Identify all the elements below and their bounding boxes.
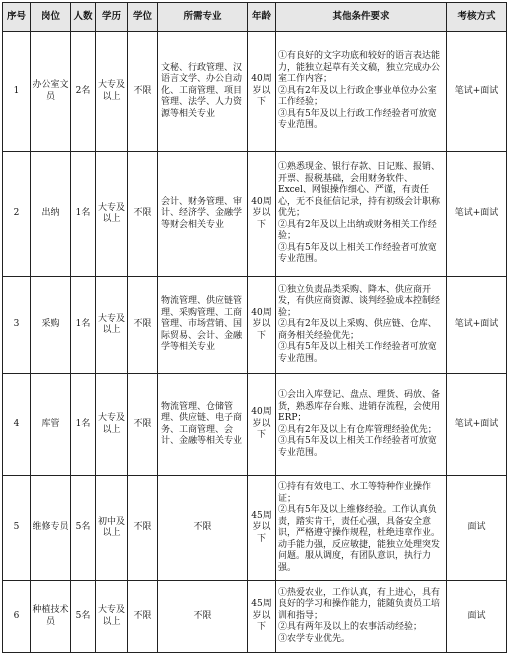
cell-post: 办公室文员: [31, 32, 71, 152]
table-row: [3, 581, 507, 653]
cell-post: 维修专员: [31, 476, 71, 581]
cell-age: 40周岁以下: [248, 277, 276, 374]
cell-exam: 面试: [447, 581, 507, 653]
requirement-line: ③具有5年及以上行政工作经验者可放宽专业范围。: [278, 108, 437, 131]
cell-no: 6: [3, 581, 31, 653]
cell-count: 2名: [71, 32, 96, 152]
cell-post: 种植技术员: [31, 581, 71, 653]
table-row: [3, 277, 507, 374]
requirement-line: ③具有5年及以上相关工作经验者可放宽专业范围。: [278, 436, 437, 458]
cell-major: 不限: [158, 581, 248, 653]
cell-major: 物流管理、供应链管理、采购管理、工商管理、市场营销、国际贸易、会计、金融学等相关专业: [158, 277, 248, 374]
cell-post: 库管: [31, 374, 71, 476]
requirement-line: ③具有5年及以上相关工作经验者可放宽专业范围。: [278, 242, 437, 265]
cell-age: 40周岁以下: [248, 374, 276, 476]
requirement-line: ③具有5年及以上相关工作经验者可放宽专业范围。: [278, 342, 437, 364]
requirement-line: ①独立负责品类采购、降本、供应商开发，有供应商资源、谈判经验成本控制经验；: [278, 284, 441, 318]
requirement-line: ①熟悉现金、银行存款、日记账、报销、开票、报税基础，会用财务软件、Excel、网银操作细心、严谨，有责任心，无不良征信记录，持有初级会计职称优先；: [278, 162, 441, 219]
cell-count: 5名: [71, 581, 96, 653]
cell-exam: 笔试+面试: [447, 374, 507, 476]
header-count: 人数: [71, 3, 96, 32]
header-post: 岗位: [31, 3, 71, 32]
header-row: [3, 3, 507, 32]
cell-degree: 不限: [128, 32, 158, 152]
cell-count: 1名: [71, 152, 96, 277]
table-body: [3, 32, 507, 653]
table-row: [3, 476, 507, 581]
cell-education: 大专及以上: [96, 374, 128, 476]
cell-requirements: [276, 152, 447, 277]
cell-age: 40周岁以下: [248, 32, 276, 152]
header-degree: 学位: [128, 3, 158, 32]
recruitment-table: [2, 2, 507, 653]
requirement-line: ①会出入库登记、盘点、理货、码放、备货，熟悉库存台账、进销存流程，会使用ERP；: [278, 390, 441, 423]
requirement-line: ②具有2年及以上行政企事业单位办公室工作经验；: [278, 85, 437, 108]
requirement-line: ②具有两年及以上的农事活动经验；: [278, 622, 423, 633]
cell-education: 大专及以上: [96, 152, 128, 277]
cell-exam: 笔试+面试: [447, 32, 507, 152]
cell-degree: 不限: [128, 476, 158, 581]
requirement-line: ③农学专业优先。: [278, 633, 351, 644]
cell-exam: 笔试+面试: [447, 277, 507, 374]
header-exam: 考核方式: [447, 3, 507, 32]
cell-major: 文秘、行政管理、汉语言文学、办公自动化、工商管理、项目管理、法学、人力资源等相关专业: [158, 32, 248, 152]
header-requirements: 其他条件要求: [276, 3, 447, 32]
cell-age: 45周岁以下: [248, 581, 276, 653]
cell-degree: 不限: [128, 277, 158, 374]
cell-education: 大专及以上: [96, 581, 128, 653]
requirement-line: ②具有2年及以上采购、供应链、仓库、商务相关经验优先；: [278, 319, 437, 341]
table-row: [3, 32, 507, 152]
cell-no: 2: [3, 152, 31, 277]
header-education: 学历: [96, 3, 128, 32]
cell-exam: 面试: [447, 476, 507, 581]
cell-age: 40周岁以下: [248, 152, 276, 277]
requirement-line: ①有良好的文字功底和较好的语言表达能力，能独立起草有关文稿，独立完成办公室工作内容；: [278, 51, 441, 85]
cell-education: 大专及以上: [96, 277, 128, 374]
requirement-line: ①热爱农业，工作认真，有上进心，具有良好的学习和操作能力，能随负责员工培训和指导；: [278, 587, 441, 621]
cell-no: 5: [3, 476, 31, 581]
header-age: 年龄: [248, 3, 276, 32]
cell-degree: 不限: [128, 374, 158, 476]
cell-major: 物流管理、仓储管理、供应链、电子商务、工商管理、会计、金融等相关专业: [158, 374, 248, 476]
requirement-line: ①持有有效电工、水工等特种作业操作证；: [278, 482, 432, 504]
cell-no: 3: [3, 277, 31, 374]
requirement-line: ②具有2年及以上出纳或财务相关工作经验；: [278, 219, 437, 242]
cell-education: 初中及以上: [96, 476, 128, 581]
cell-age: 45周岁以下: [248, 476, 276, 581]
cell-education: 大专及以上: [96, 32, 128, 152]
cell-no: 1: [3, 32, 31, 152]
requirement-line: ②具有5年及以上维修经验。工作认真负责，踏实肯干，责任心强，具备安全意识，严格遵守操作规程，杜绝违章作业。动手能力强，反应敏捷，能独立处理突发问题。服从调度，有团队意识，执行力强。: [278, 505, 441, 573]
cell-major: 会计、财务管理、审计、经济学、金融学等财会相关专业: [158, 152, 248, 277]
cell-count: 5名: [71, 476, 96, 581]
cell-requirements: [276, 32, 447, 152]
cell-post: 出纳: [31, 152, 71, 277]
table-row: [3, 152, 507, 277]
header-major: 所需专业: [158, 3, 248, 32]
cell-requirements: [276, 476, 447, 581]
cell-requirements: [276, 374, 447, 476]
cell-no: 4: [3, 374, 31, 476]
cell-exam: 笔试+面试: [447, 152, 507, 277]
cell-requirements: [276, 277, 447, 374]
cell-major: 不限: [158, 476, 248, 581]
cell-degree: 不限: [128, 581, 158, 653]
header-no: 序号: [3, 3, 31, 32]
requirement-line: ②具有2年及以上有仓库管理经验优先；: [278, 424, 437, 435]
cell-count: 1名: [71, 277, 96, 374]
cell-degree: 不限: [128, 152, 158, 277]
cell-count: 1名: [71, 374, 96, 476]
table-row: [3, 374, 507, 476]
cell-requirements: [276, 581, 447, 653]
cell-post: 采购: [31, 277, 71, 374]
